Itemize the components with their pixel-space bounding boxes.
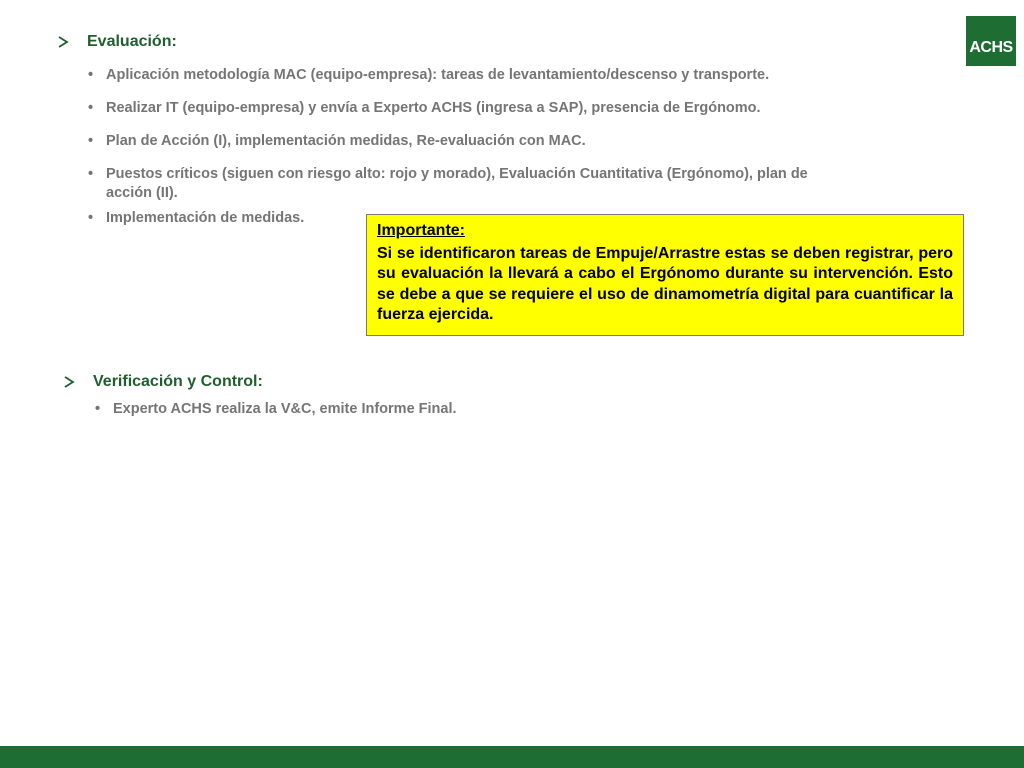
evaluacion-list	[88, 66, 848, 228]
verificacion-heading-text: Verificación y Control:	[93, 373, 263, 390]
arrow-bullet-icon	[57, 36, 69, 48]
list-item: • Implementación de medidas.	[88, 209, 848, 228]
callout-title: Importante:	[377, 222, 465, 239]
footer-bar	[0, 746, 1024, 768]
callout-body: Si se identificaron tareas de Empuje/Arrastre estas se deben registrar, pero su evaluación la llevará a cabo el Ergónomo durante su intervención. Esto se debe a que se requiere el uso de dinamometría digital para cuantificar la fuerza ejercida.	[377, 244, 953, 323]
list-item: • Aplicación metodología MAC (equipo-empresa): tareas de levantamiento/descenso y transporte.	[88, 66, 848, 85]
verificacion-heading	[63, 373, 263, 391]
list-item: • Puestos críticos (siguen con riesgo alto: rojo y morado), Evaluación Cuantitativa (Ergónomo), plan de acción (II).	[88, 165, 848, 203]
arrow-bullet-icon	[63, 376, 75, 388]
verificacion-list	[95, 400, 795, 419]
evaluacion-heading-text: Evaluación:	[87, 33, 177, 50]
importante-callout	[366, 214, 964, 336]
list-item: • Realizar IT (equipo-empresa) y envía a Experto ACHS (ingresa a SAP), presencia de Ergónomo.	[88, 99, 848, 118]
list-item: • Experto ACHS realiza la V&C, emite Informe Final.	[95, 400, 795, 419]
achs-logo	[966, 16, 1016, 66]
evaluacion-heading	[57, 33, 177, 51]
list-item: • Plan de Acción (I), implementación medidas, Re-evaluación con MAC.	[88, 132, 848, 151]
logo-text: ACHS	[969, 39, 1013, 56]
